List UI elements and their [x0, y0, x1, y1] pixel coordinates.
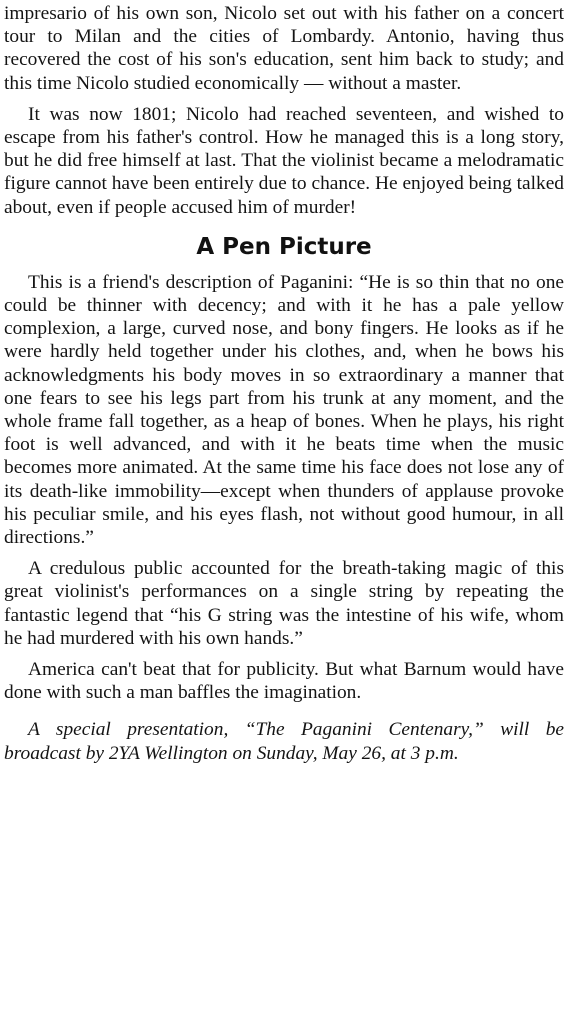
- paragraph-description: This is a friend's description of Paganini: “He is so thin that no one could be thinner with decency; and with it he has a pale yellow complexion, a large, curved nose, and bony fingers. He looks as if he were hardly held together under his clothes, and, when he bows his acknowledgments his body moves in so extraordinary a manner that one fears to see his legs part from his trunk at any moment, and the whole frame fall together, as a heap of bones. When he plays, his right foot is well advanced, and with it he beats time when the music becomes more animated. At the same time his face does not lose any of its death-like immobility—except when thunders of applause provoke his peculiar smile, and his eyes flash, not without good humour, in all directions.”: [4, 271, 564, 549]
- broadcast-note: A special presentation, “The Paganini Centenary,” will be broadcast by 2YA Wellington on Sunday, May 26, at 3 p.m.: [4, 719, 564, 764]
- section-heading: A Pen Picture: [196, 233, 372, 260]
- article-page: [4, 0, 564, 1021]
- paragraph-legend: A credulous public accounted for the breath-taking magic of this great violinist's performances on a single string by repeating the fantastic legend that “his G string was the intestine of his wife, whom he had murdered with his own hands.”: [4, 558, 564, 649]
- paragraph-1801: It was now 1801; Nicolo had reached seventeen, and wished to escape from his father's control. How he managed this is a long story, but he did free himself at last. That the violinist became a melodramatic figure cannot have been entirely due to chance. He enjoyed being talked about, even if people accused him of murder!: [4, 103, 564, 218]
- paragraph-barnum: America can't beat that for publicity. But what Barnum would have done with such a man baffles the imagination.: [4, 659, 564, 704]
- paragraph-continued: impresario of his own son, Nicolo set out with his father on a concert tour to Milan and the cities of Lombardy. Antonio, having thus recovered the cost of his son's education, sent him back to study; and this time Nicolo studied economically — without a master.: [4, 3, 564, 94]
